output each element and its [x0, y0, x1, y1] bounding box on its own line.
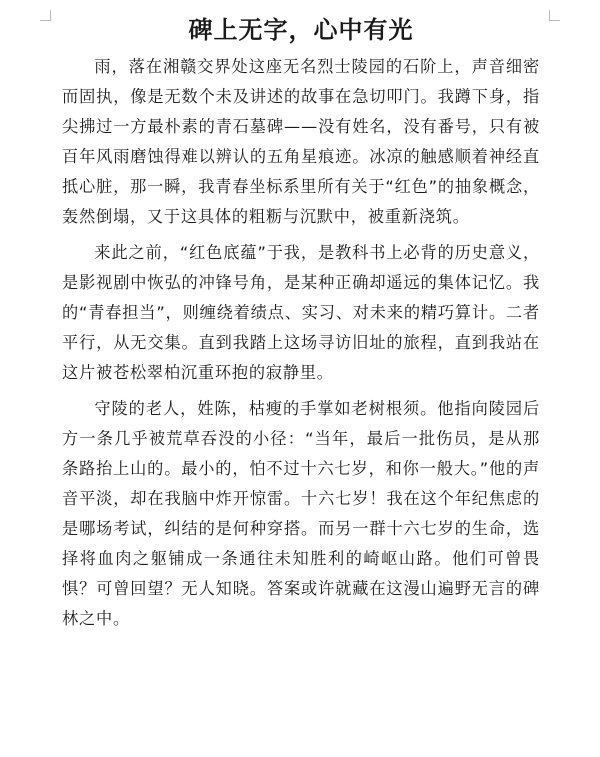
paragraph-1: 雨，落在湘赣交界处这座无名烈士陵园的石阶上，声音细密而固执，像是无数个未及讲述的故事在急切叩门。我蹲下身，指尖拂过一方最朴素的青石墓碑——没有姓名，没有番号，只有被百年风雨磨蚀得难以辨认的五角星痕迹。冰凉的触感顺着神经直抵心脏，那一瞬，我青春坐标系里所有关于“红色”的抽象概念，轰然倒塌，又于这具体的粗粝与沉默中，被重新浇筑。	[62, 57, 540, 226]
document-title: 碑上无字，心中有光	[188, 15, 414, 44]
margin-corner-mark-right	[549, 10, 560, 21]
margin-corner-mark-left	[40, 10, 51, 21]
paragraph-3: 守陵的老人，姓陈，枯瘦的手掌如老树根须。他指向陵园后方一条几乎被荒草吞没的小径：“当年，最后一批伤员，是从那条路抬上山的。最小的，怕不过十六七岁，和你一般大。”他的声音平淡，却在我脑中炸开惊雷。十六七岁！我在这个年纪焦虑的是哪场考试，纠结的是何种穿搭。而另一群十六七岁的生命，选择将血肉之躯铺成一条通往未知胜利的崎岖山路。他们可曾畏惧？可曾回望？无人知晓。答案或许就藏在这漫山遍野无言的碑林之中。	[62, 399, 540, 628]
paragraph-2: 来此之前，“红色底蕴”于我，是教科书上必背的历史意义，是影视剧中恢弘的冲锋号角，是某种正确却遥远的集体记忆。我的“青春担当”，则缠绕着绩点、实习、对未来的精巧算计。二者平行，从无交集。直到我踏上这场寻访旧址的旅程，直到我站在这片被苍松翠柏沉重环抱的寂静里。	[62, 243, 540, 382]
document-page	[62, 0, 540, 634]
